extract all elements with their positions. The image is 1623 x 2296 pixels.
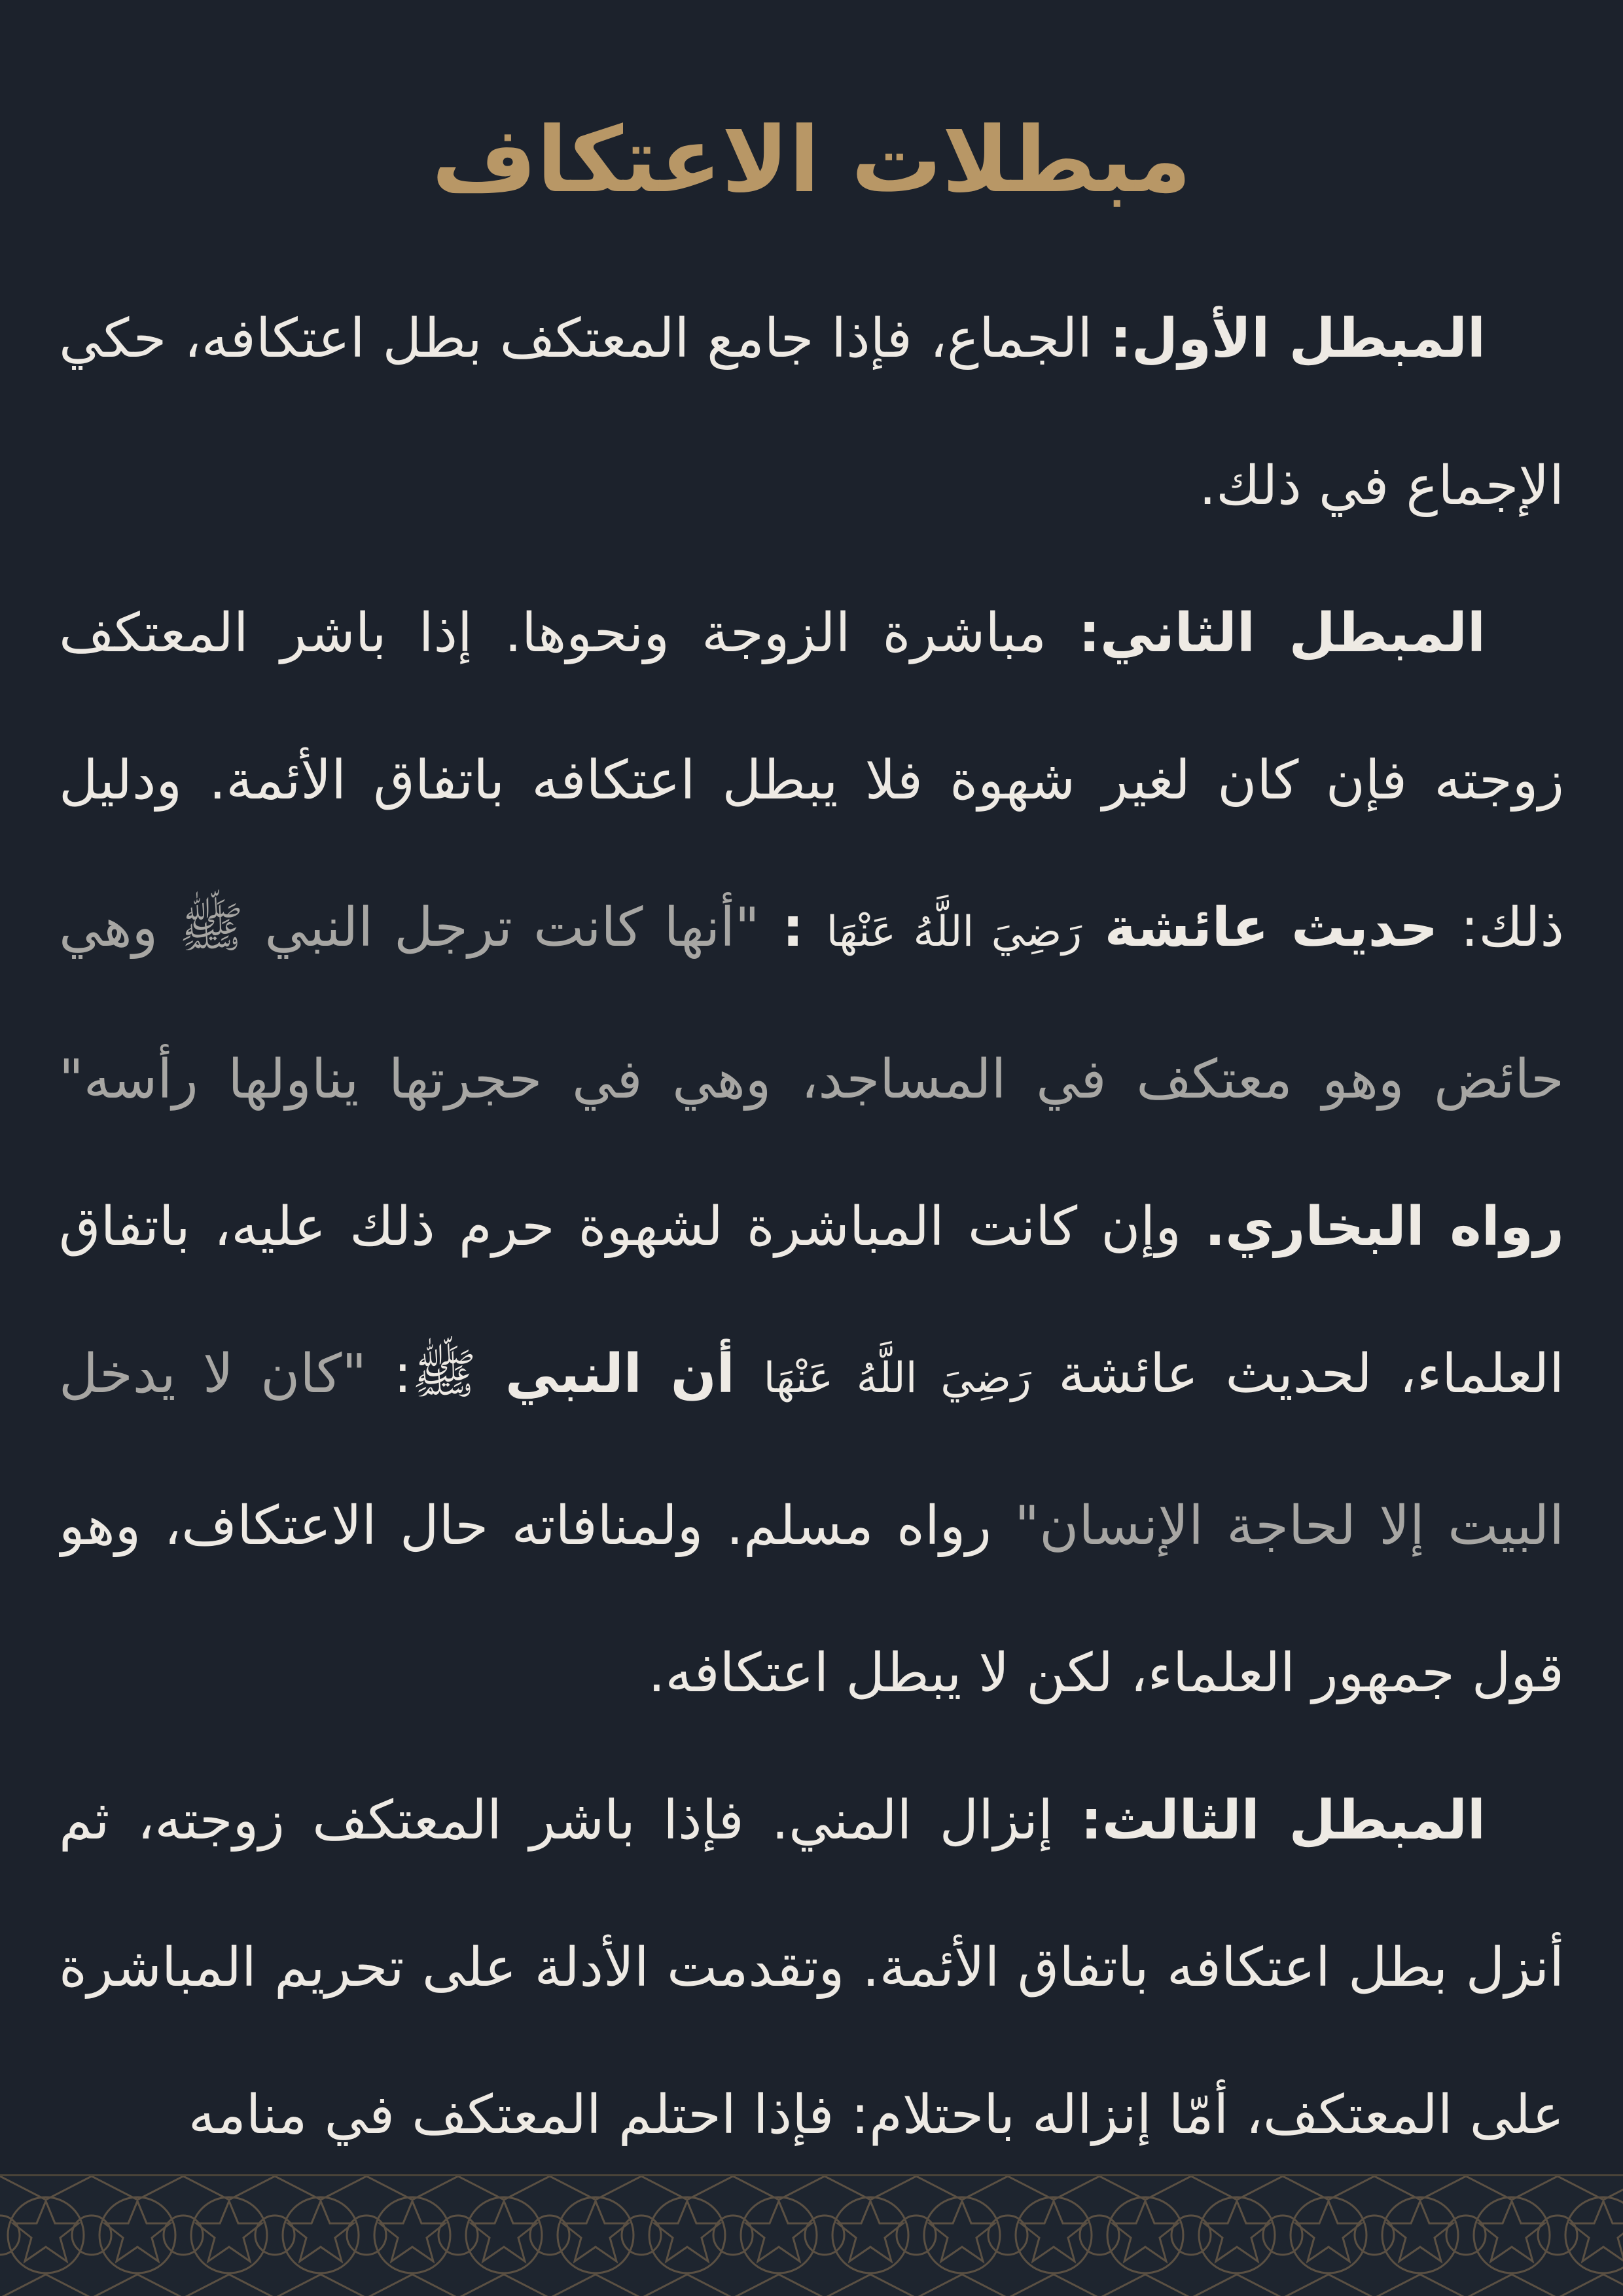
honorific-glyph: ﷺ bbox=[179, 897, 244, 959]
paragraph-heading: المبطل الثاني: bbox=[1079, 602, 1486, 664]
separator-text: : bbox=[759, 897, 827, 959]
paragraph-text: مباشرة الزوجة ونحوها. إذا باشر المعتكف زوجته فإن كان لغير شهوة فلا يبطل اعتكافه باتفاق الأئمة. ودليل ذلك: bbox=[59, 602, 1564, 959]
footer-ornament-band bbox=[0, 2174, 1623, 2296]
honorific-glyph: ﷺ bbox=[412, 1343, 477, 1405]
paragraph-heading: المبطل الأول: bbox=[1110, 308, 1486, 370]
paragraph-first-invalidator bbox=[59, 265, 1564, 560]
citation-text: حديث عائشة bbox=[1082, 897, 1461, 959]
hadith-source: رواه البخاري. bbox=[1204, 1196, 1564, 1258]
paragraph-heading: المبطل الثالث: bbox=[1080, 1789, 1486, 1852]
paragraph-third-invalidator bbox=[59, 1747, 1564, 2150]
page-title: مبطلات الاعتكاف bbox=[431, 107, 1192, 213]
paragraph-text: أن النبي bbox=[476, 1343, 764, 1405]
paragraph-text: إنزال المني. فإذا باشر المعتكف زوجته، ثم أنزل بطل اعتكافه باتفاق الأئمة. وتقدمت الأدلة على تحريم المباشرة على المعتكف، أمّا إنزاله باحتلام: فإذا احتلم المعتكف في منامه bbox=[59, 1789, 1564, 2146]
hadith-quote: "كان لا يدخل البيت إلا لحاجة الإنسان" bbox=[59, 1343, 1564, 1557]
article-body bbox=[59, 265, 1564, 2150]
honorific-glyph: رَضِيَ اللَّهُ عَنْهَا bbox=[826, 908, 1082, 956]
hadith-quote: "أنها كانت ترجل النبي bbox=[243, 897, 760, 959]
honorific-glyph: رَضِيَ اللَّهُ عَنْهَا bbox=[763, 1354, 1031, 1403]
geometric-star-pattern-icon bbox=[0, 2176, 1623, 2296]
separator-text: : bbox=[366, 1343, 412, 1405]
hadith-quote: وهي حائض وهو معتكف في المساجد، وهي في حجرتها يناولها رأسه" bbox=[59, 897, 1564, 1111]
paragraph-text: وإن كانت المباشرة لشهوة حرم ذلك عليه، باتفاق العلماء، لحديث عائشة bbox=[59, 1196, 1564, 1405]
paragraph-text: رواه مسلم. ولمنافاته حال الاعتكاف، وهو قول جمهور العلماء، لكن لا يبطل اعتكافه. bbox=[59, 1495, 1564, 1704]
paragraph-second-invalidator bbox=[59, 560, 1564, 1747]
paragraph-text: الجماع، فإذا جامع المعتكف بطل اعتكافه، حكي الإجماع في ذلك. bbox=[59, 308, 1564, 517]
